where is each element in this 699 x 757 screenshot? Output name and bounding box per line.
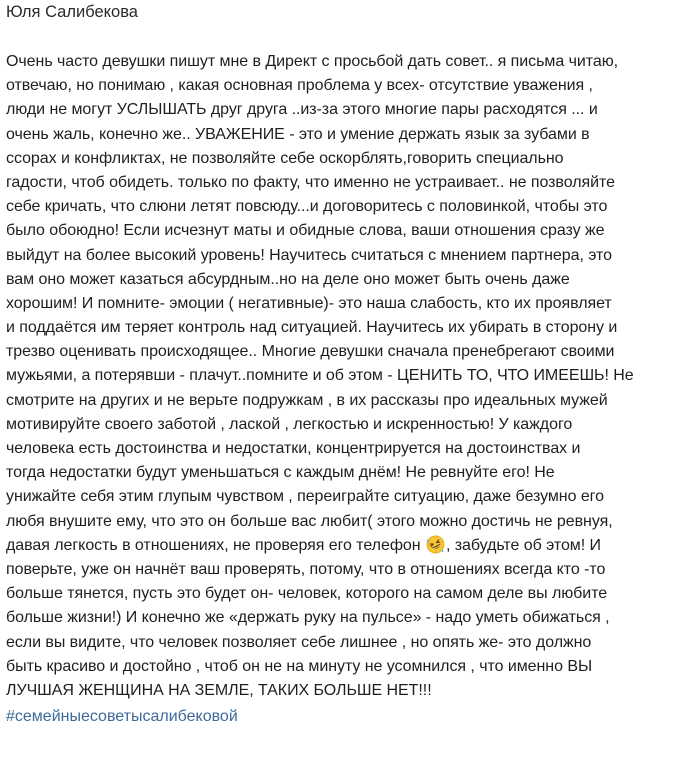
post-line: человека есть достоинства и недостатки, концентрируется на достоинствах и [6, 440, 581, 457]
post-line: выйдут на более высокий уровень! Научитесь считаться с мнением партнера, это [6, 246, 612, 264]
post-line-part: , забудьте об этом! И [445, 536, 601, 554]
post-line: хорошим! И помните- эмоции ( негативные)- это наша слабость, кто их проявляет [6, 294, 612, 312]
post-line: мотивируйте своего заботой , лаской , легкостью и искренностью! У каждого [6, 415, 573, 433]
post-line: Очень часто девушки пишут мне в Директ с просьбой дать совет.. я письма читаю, [6, 53, 619, 70]
post-line: смотрите на других и не верьте подружкам , в их рассказы про идеальных мужей [6, 391, 608, 409]
post-line: если вы видите, что человек позволяет себе лишнее , но опять же- это должно [6, 633, 592, 651]
post-line: ЛУЧШАЯ ЖЕНЩИНА НА ЗЕМЛЕ, ТАКИХ БОЛЬШЕ НЕТ!!! [6, 681, 432, 699]
hashtag-link[interactable]: #семейныесоветысалибековой [6, 708, 238, 726]
post-line: поверьте, уже он начнёт ваш проверять, потому, что в отношениях всегда кто -то [6, 560, 606, 578]
post-line: было обоюдно! Если исчезнут маты и обидные слова, ваши отношения сразу же [6, 222, 605, 240]
post-line: быть красиво и достойно , чтоб он не на минуту не усомнился , что именно ВЫ [6, 657, 593, 675]
post-line-part: давая легкость в отношениях, не проверяя его телефон [6, 536, 425, 554]
post-line-with-emoji [6, 534, 694, 558]
post-body [6, 50, 694, 703]
post-author[interactable]: Юля Салибекова [6, 3, 138, 21]
post-line: отвечаю, но понимаю , какая основная проблема у всех- отсутствие уважения , [6, 77, 593, 95]
post-line: и поддаётся им теряет контроль над ситуацией. Научитесь их убирать в сторону и [6, 319, 618, 337]
post-line: мужьями, а потерявши - плачут..помните и об этом - ЦЕНИТЬ ТО, ЧТО ИМЕЕШЬ! Не [6, 367, 634, 385]
post-line: унижайте себя этим глупым чувством , переиграйте ситуацию, даже безумно его [6, 488, 604, 506]
post-line: тогда недостатки будут уменьшаться с каждым днём! Не ревнуйте его! Не [6, 464, 555, 482]
post-line: очень жаль, конечно же.. УВАЖЕНИЕ - это и умение держать язык за зубами в [6, 125, 590, 143]
post-line: ссорах и конфликтах, не позволяйте себе оскорблять,говорить специально [6, 149, 564, 167]
post [6, 0, 694, 728]
post-line: себе кричать, что слюни летят повсюду...и договоритесь с половинкой, чтобы это [6, 198, 608, 216]
post-line: трезво оценивать происходящее.. Многие девушки сначала пренебрегают своими [6, 343, 615, 361]
post-line: больше жизни!) И конечно же «держать руку на пульсе» - надо уметь обижаться , [6, 609, 610, 627]
post-line: вам оно может казаться абсурдным..но на деле оно может быть очень даже [6, 270, 570, 288]
post-line: больше тянется, пусть это будет он- человек, которого на самом деле вы любите [6, 585, 608, 603]
post-line: люди не могут УСЛЫШАТЬ друг друга ..из-за этого многие пары расходятся ... и [6, 101, 598, 119]
rofl-emoji-icon [426, 535, 445, 554]
post-line: гадости, чтоб обидеть. только по факту, что именно не устраивает.. не позволяйте [6, 173, 615, 191]
post-line: любя внушите ему, что это он больше вас любит( этого можно достичь не ревнуя, [6, 512, 613, 530]
